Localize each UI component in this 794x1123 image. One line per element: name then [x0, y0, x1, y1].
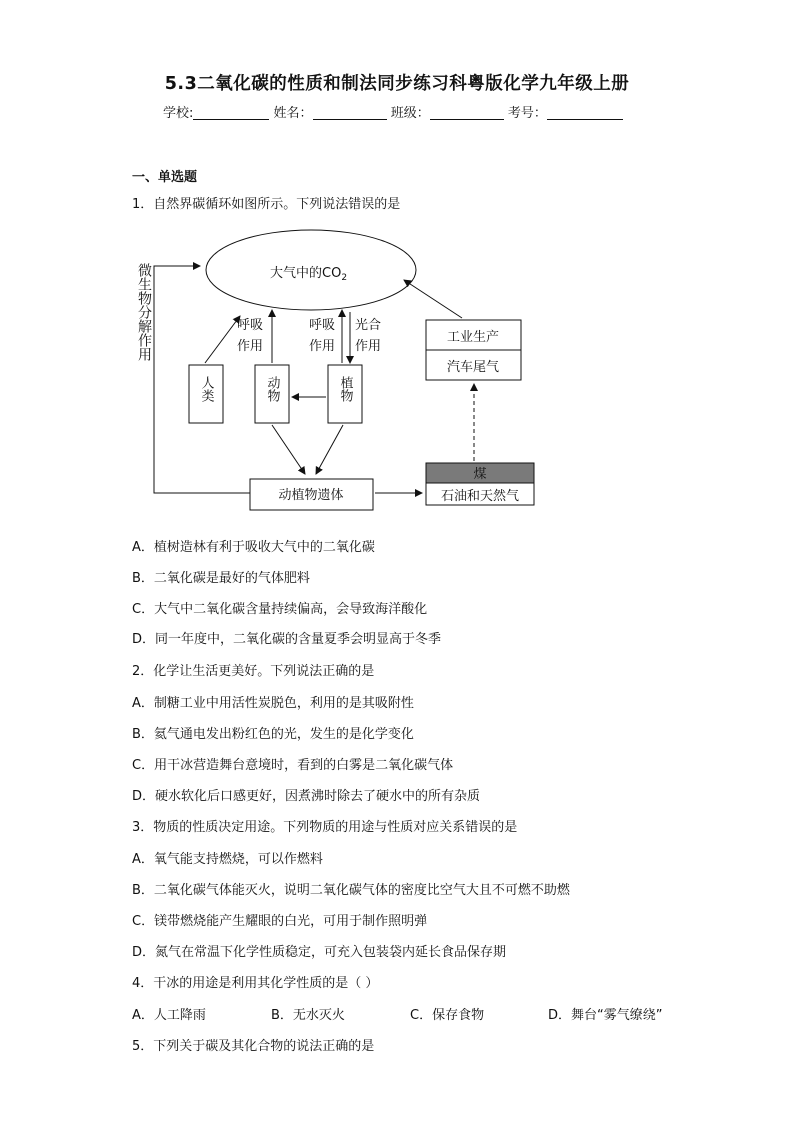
- respiration-2-line2: 作用: [309, 339, 336, 354]
- q4-option-b[interactable]: B．无水灭火: [271, 1008, 345, 1023]
- plant-label: 植物: [337, 376, 353, 402]
- q2-option-c[interactable]: C．用干冰营造舞台意境时，看到的白雾是二氧化碳气体: [132, 758, 454, 773]
- q4-option-a[interactable]: A．人工降雨: [132, 1008, 206, 1023]
- animal-to-remains-arrow: [272, 425, 305, 474]
- question-1-stem: 1．自然界碳循环如图所示。下列说法错误的是: [132, 197, 401, 212]
- page-title: 5.3二氧化碳的性质和制法同步练习科粤版化学九年级上册: [164, 74, 630, 94]
- question-4-stem: 4．干冰的用途是利用其化学性质的是（ ）: [132, 976, 379, 991]
- q4-option-c[interactable]: C．保存食物: [410, 1008, 485, 1023]
- industry-to-atmosphere-arrow: [404, 280, 462, 318]
- oil-gas-label: 石油和天然气: [440, 489, 520, 504]
- q1-option-a[interactable]: A．植树造林有利于吸收大气中的二氧化碳: [132, 540, 375, 555]
- plant-to-remains-arrow: [316, 425, 343, 474]
- question-3-stem: 3．物质的性质决定用途。下列物质的用途与性质对应关系错误的是: [132, 820, 518, 835]
- q4-option-d[interactable]: D．舞台“雾气缭绕”: [548, 1008, 663, 1023]
- photosynthesis-line1: 光合: [355, 318, 382, 333]
- human-label: 人类: [198, 376, 214, 402]
- remains-label: 动植物遗体: [278, 488, 344, 503]
- q2-option-d[interactable]: D．硬水软化后口感更好，因煮沸时除去了硬水中的所有杂质: [132, 789, 481, 804]
- industry-label: 工业生产: [446, 330, 500, 345]
- exhaust-label: 汽车尾气: [446, 360, 500, 375]
- class-label: 班级：: [390, 106, 430, 121]
- respiration-2-line1: 呼吸: [309, 318, 336, 333]
- question-5-stem: 5．下列关于碳及其化合物的说法正确的是: [132, 1039, 375, 1054]
- name-label: 姓名：: [273, 106, 313, 121]
- q3-option-a[interactable]: A．氧气能支持燃烧，可以作燃料: [132, 852, 323, 867]
- photosynthesis-line2: 作用: [355, 339, 382, 354]
- q2-option-a[interactable]: A．制糖工业中用活性炭脱色，利用的是其吸附性: [132, 696, 414, 711]
- q1-option-c[interactable]: C．大气中二氧化碳含量持续偏高，会导致海洋酸化: [132, 602, 428, 617]
- animal-label: 动物: [264, 376, 280, 402]
- q3-option-d[interactable]: D．氮气在常温下化学性质稳定，可充入包装袋内延长食品保存期: [132, 945, 507, 960]
- school-label: 学校:: [163, 106, 194, 121]
- respiration-1-line1: 呼吸: [237, 318, 264, 333]
- q3-option-b[interactable]: B．二氧化碳气体能灭火，说明二氧化碳气体的密度比空气大且不可燃不助燃: [132, 883, 570, 898]
- q2-option-b[interactable]: B．氦气通电发出粉红色的光，发生的是化学变化: [132, 727, 414, 742]
- question-2-stem: 2．化学让生活更美好。下列说法正确的是: [132, 664, 375, 679]
- respiration-1-line2: 作用: [237, 339, 264, 354]
- microbe-label: 微生物分解作用: [136, 263, 152, 361]
- q1-option-d[interactable]: D．同一年度中，二氧化碳的含量夏季会明显高于冬季: [132, 632, 442, 647]
- q1-option-b[interactable]: B．二氧化碳是最好的气体肥料: [132, 571, 310, 586]
- human-arrow: [205, 316, 240, 363]
- section-heading: 一、单选题: [132, 170, 198, 185]
- coal-label: 煤: [473, 467, 487, 482]
- atmosphere-label: 大气中的$CO_2$: [270, 266, 348, 283]
- q3-option-c[interactable]: C．镁带燃烧能产生耀眼的白光，可用于制作照明弹: [132, 914, 428, 929]
- number-label: 考号：: [507, 106, 547, 121]
